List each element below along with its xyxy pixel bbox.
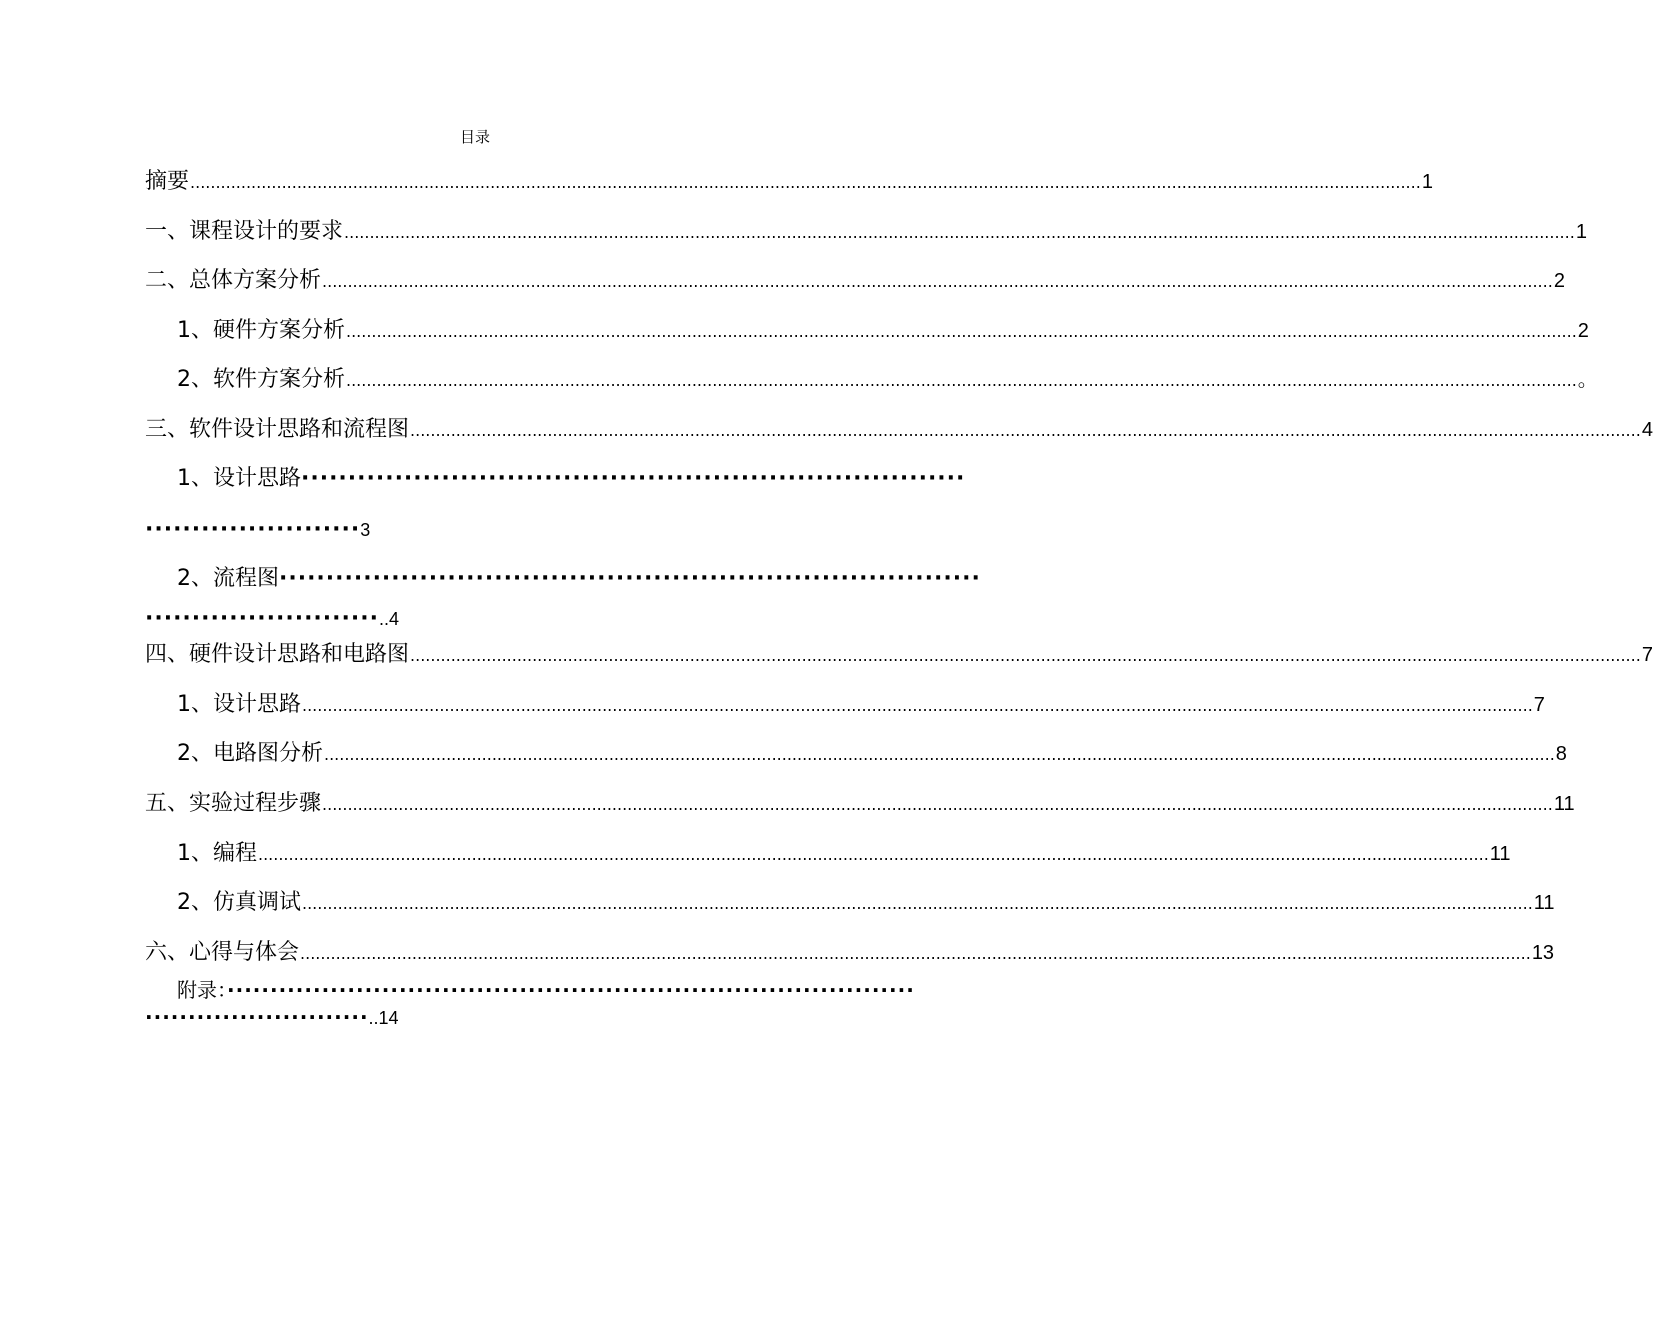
dot-leader (410, 414, 1641, 448)
toc-subentry[interactable] (177, 737, 1567, 771)
toc-entry-page: 4 (1641, 419, 1653, 441)
toc-entry[interactable] (145, 787, 1575, 821)
toc-entry-label: 二、总体方案分析 (145, 268, 322, 293)
toc-entry-label: 1、编程 (177, 841, 257, 866)
dot-leader (302, 887, 1533, 921)
toc-entry-label: 附录： (177, 978, 227, 1002)
dot-leader (258, 838, 1489, 872)
toc-entry[interactable] (145, 936, 1555, 970)
toc-entry-label: 三、软件设计思路和流程图 (145, 417, 410, 442)
toc-entry-label: 一、课程设计的要求 (145, 219, 344, 244)
toc-entry-page: 2 (1577, 320, 1589, 342)
toc-entry[interactable] (145, 638, 1653, 672)
toc-entry-page: 11 (1489, 843, 1511, 865)
toc-entry-page: 3 (360, 520, 371, 540)
toc-entry-label: 五、实验过程步骤 (145, 791, 322, 816)
toc-subentry-wrap-line2[interactable] (145, 602, 545, 636)
toc-entry-page: 11 (1553, 793, 1575, 815)
toc-subentry[interactable] (177, 314, 1589, 348)
toc-entry-page: ..4 (378, 609, 399, 629)
dot-leader: ······································································· (301, 466, 966, 491)
toc-entry[interactable] (145, 264, 1565, 298)
toc-entry-label: 2、流程图 (177, 566, 279, 591)
toc-entry-page: 。 (1577, 369, 1598, 391)
toc-subentry-wrap-line2[interactable] (145, 1000, 545, 1034)
toc-subentry[interactable] (177, 886, 1555, 920)
dot-leader (322, 265, 1553, 299)
toc-entry-label: 摘要 (145, 169, 190, 194)
toc-entry-label: 2、仿真调试 (177, 890, 301, 915)
toc-entry-page: ..14 (368, 1008, 399, 1028)
toc-entry-label: 2、软件方案分析 (177, 367, 345, 392)
toc-entry-page: 7 (1641, 644, 1653, 666)
dot-leader (410, 639, 1641, 673)
dot-leader: ························· (145, 606, 379, 631)
toc-entry[interactable] (145, 215, 1587, 249)
dot-leader (190, 166, 1421, 200)
toc-entry-page: 8 (1555, 743, 1567, 765)
dot-leader: ················································································ (227, 978, 915, 1002)
dot-leader (344, 216, 1575, 250)
toc-entry-label: 六、心得与体会 (145, 940, 300, 965)
toc-entry-page: 11 (1533, 892, 1555, 914)
toc-subentry[interactable] (177, 837, 1511, 871)
toc-entry-page: 13 (1531, 942, 1555, 964)
toc-entry-page: 2 (1553, 270, 1565, 292)
toc-entry-label: 四、硬件设计思路和电路图 (145, 642, 410, 667)
toc-subentry-wrap-line2[interactable] (145, 513, 545, 547)
dot-leader (346, 364, 1577, 398)
dot-leader: ·························· (145, 1005, 369, 1029)
toc-title: 目录 (459, 128, 490, 146)
dot-leader (322, 788, 1553, 822)
dot-leader: ······················· (145, 517, 361, 542)
toc-subentry-wrap-line1[interactable] (177, 462, 966, 496)
dot-leader (300, 937, 1531, 971)
toc-entry-page: 1 (1421, 171, 1433, 193)
dot-leader (302, 689, 1533, 723)
toc-entry-page: 7 (1533, 694, 1545, 716)
toc-entry-label: 2、电路图分析 (177, 741, 323, 766)
toc-entry[interactable] (145, 165, 1433, 199)
toc-entry-label: 1、设计思路 (177, 692, 301, 717)
toc-entry[interactable] (145, 413, 1653, 447)
toc-entry-label: 1、设计思路 (177, 466, 301, 491)
dot-leader (324, 738, 1555, 772)
toc-subentry-wrap-line1[interactable] (177, 562, 981, 596)
toc-subentry[interactable] (177, 363, 1598, 397)
toc-entry-page: 1 (1575, 221, 1587, 243)
dot-leader (346, 315, 1577, 349)
dot-leader: ··········································································· (279, 566, 981, 591)
toc-subentry[interactable] (177, 688, 1545, 722)
toc-entry-label: 1、硬件方案分析 (177, 318, 345, 343)
